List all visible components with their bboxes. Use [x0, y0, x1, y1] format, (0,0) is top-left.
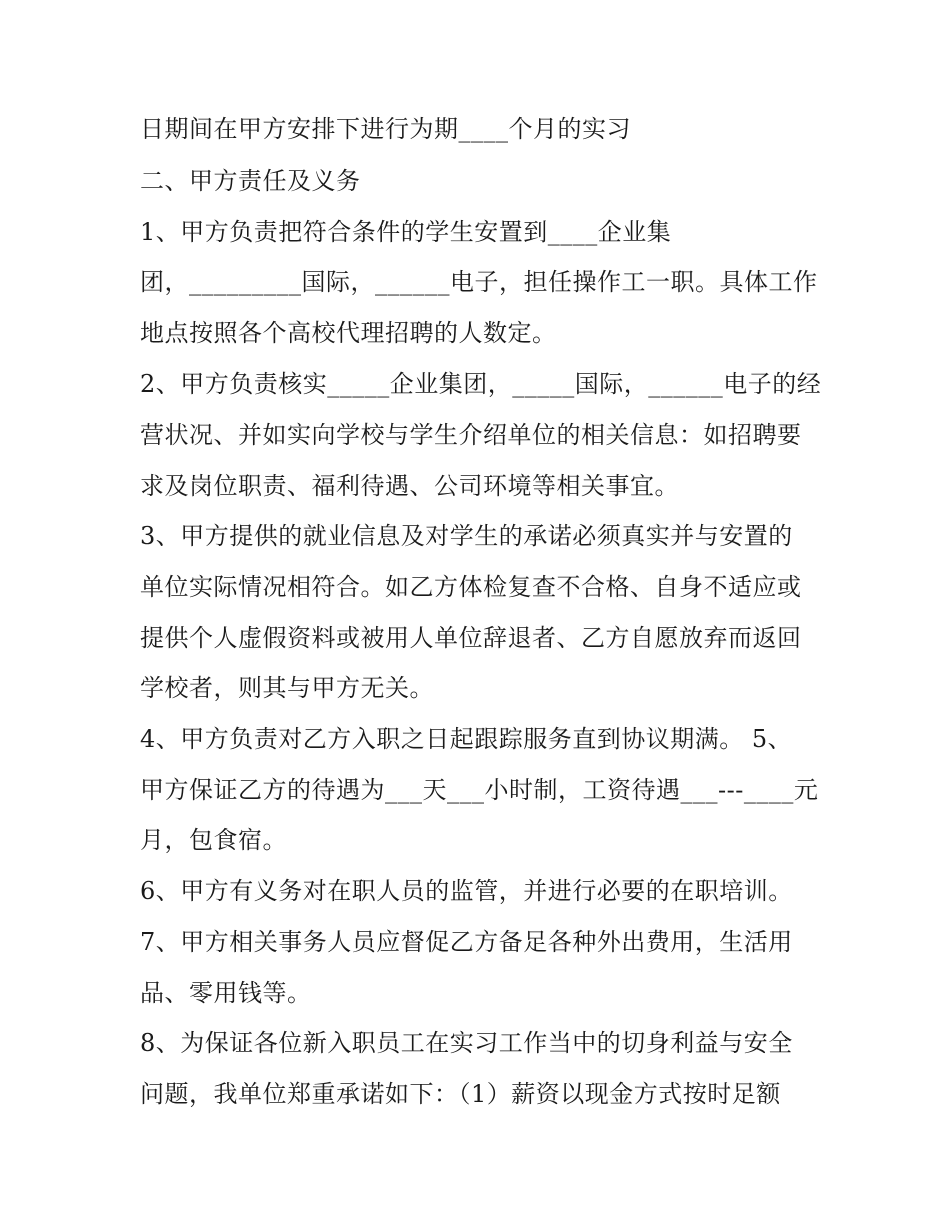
- text-line: 营状况、并如实向学校与学生介绍单位的相关信息：如招聘要: [140, 421, 802, 449]
- text-line: 日期间在甲方安排下进行为期____个月的实习: [140, 115, 631, 143]
- text-line: 提供个人虚假资料或被用人单位辞退者、乙方自愿放弃而返回: [140, 624, 802, 652]
- text-line: 品、零用钱等。: [140, 979, 312, 1007]
- text-line: 8、为保证各位新入职员工在实习工作当中的切身利益与安全: [140, 1029, 793, 1057]
- text-line: 甲方保证乙方的待遇为___天___小时制，工资待遇___---____元: [140, 776, 819, 804]
- text-line: 4、甲方负责对乙方入职之日起跟踪服务直到协议期满。 5、: [140, 725, 793, 753]
- text-line: 2、甲方负责核实_____企业集团，_____国际，______电子的经: [140, 370, 822, 398]
- text-line: 求及岗位职责、福利待遇、公司环境等相关事宜。: [140, 472, 679, 500]
- text-line: 学校者，则其与甲方无关。: [140, 674, 434, 702]
- text-line: 单位实际情况相符合。如乙方体检复查不合格、自身不适应或: [140, 573, 802, 601]
- text-line: 3、甲方提供的就业信息及对学生的承诺必须真实并与安置的: [140, 522, 793, 550]
- text-line: 团，_________国际，______电子，担任操作工一职。具体工作: [140, 268, 818, 296]
- text-line: 6、甲方有义务对在职人员的监管，并进行必要的在职培训。: [140, 877, 793, 905]
- text-line: 7、甲方相关事务人员应督促乙方备足各种外出费用，生活用: [140, 928, 793, 956]
- section-heading: 二、甲方责任及义务: [140, 167, 361, 195]
- text-line: 月，包食宿。: [140, 826, 287, 854]
- text-line: 地点按照各个高校代理招聘的人数定。: [140, 319, 557, 347]
- text-line: 1、甲方负责把符合条件的学生安置到____企业集: [140, 218, 672, 246]
- text-line: 问题，我单位郑重承诺如下：（1）薪资以现金方式按时足额: [140, 1080, 781, 1108]
